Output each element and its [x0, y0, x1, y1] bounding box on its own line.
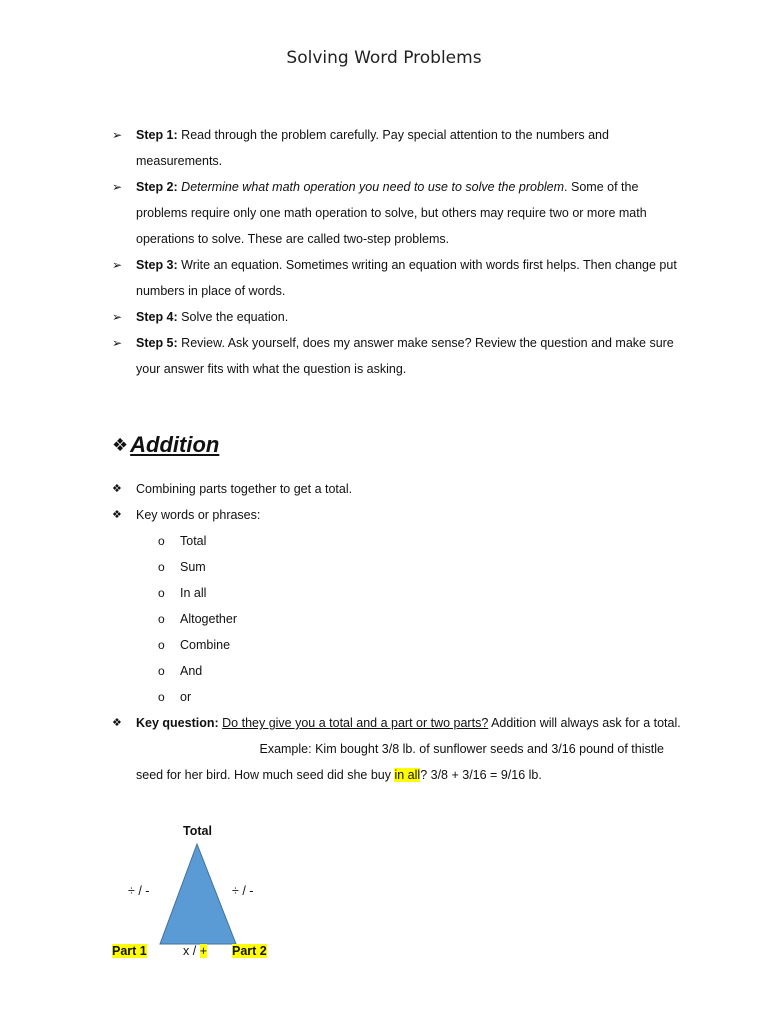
addition-heading-text: Addition	[130, 432, 220, 457]
keyword-item	[112, 580, 692, 606]
keyword-text: or	[180, 690, 192, 704]
definition-text: Combining parts together to get a total.	[136, 482, 353, 496]
arrow-bullet-icon: ➢	[112, 310, 123, 324]
step-item	[112, 304, 682, 330]
triangle-left-ops: ÷ / -	[128, 884, 150, 898]
circle-bullet-icon: o	[158, 664, 165, 678]
triangle-shape	[160, 844, 236, 944]
keyword-text: In all	[180, 586, 207, 600]
key-question-label: Key question:	[136, 716, 219, 730]
keyword-text: Total	[180, 534, 207, 548]
arrow-bullet-icon: ➢	[112, 336, 123, 350]
example-label: Example:	[259, 742, 312, 756]
keyword-item	[112, 658, 692, 684]
step-label: Step 3:	[136, 258, 178, 272]
keyword-item	[112, 632, 692, 658]
step-item	[112, 174, 682, 252]
triangle-bottom-ops-text: x /	[183, 944, 197, 958]
keyword-text: Altogether	[180, 612, 237, 626]
diamond-bullet-icon: ❖	[112, 483, 122, 495]
step-item	[112, 122, 682, 174]
step-label: Step 5:	[136, 336, 178, 350]
addition-section	[112, 476, 692, 788]
key-question-text: Do they give you a total and a part or two parts?	[222, 716, 489, 730]
circle-bullet-icon: o	[158, 560, 165, 574]
triangle-right-ops: ÷ / -	[232, 884, 254, 898]
definition-item	[112, 476, 692, 502]
step-label: Step 2:	[136, 180, 178, 194]
key-question-tail: Addition will always ask for a total.	[488, 716, 681, 730]
keyword-item	[112, 554, 692, 580]
example-highlight: in all	[394, 768, 421, 782]
keyword-text: And	[180, 664, 203, 678]
triangle-top-label: Total	[183, 824, 212, 838]
arrow-bullet-icon: ➢	[112, 128, 123, 142]
step-text: Solve the equation.	[177, 310, 289, 324]
operation-triangle	[100, 820, 300, 980]
circle-bullet-icon: o	[158, 534, 165, 548]
example-answer: ? 3/8 + 3/16 = 9/16 lb.	[420, 768, 542, 782]
arrow-bullet-icon: ➢	[112, 180, 123, 194]
triangle-part2-label: Part 2	[232, 944, 267, 958]
step-text: Write an equation. Sometimes writing an equation with words first helps. Then change put numbers in place of words.	[136, 258, 677, 298]
example-text: Kim bought 3/8 lb. of sunflower seeds and 3/16 pound of thistle seed for her bird. How much seed did she buy	[136, 742, 664, 782]
step-text: Review. Ask yourself, does my answer make sense? Review the question and make sure your answer fits with what the question is asking.	[136, 336, 674, 376]
step-item	[112, 252, 682, 304]
triangle-plus: +	[199, 944, 207, 958]
circle-bullet-icon: o	[158, 612, 165, 626]
keywords-item	[112, 502, 692, 528]
keywords-label: Key words or phrases:	[136, 508, 261, 522]
step-label: Step 1:	[136, 128, 178, 142]
diamond-bullet-icon: ❖	[112, 717, 122, 729]
circle-bullet-icon: o	[158, 586, 165, 600]
steps-list	[112, 122, 682, 382]
circle-bullet-icon: o	[158, 690, 165, 704]
triangle-bottom-ops	[183, 944, 207, 958]
step-label: Step 4:	[136, 310, 178, 324]
step-italic-text: Determine what math operation you need to use to solve the problem	[181, 180, 565, 194]
addition-heading	[112, 432, 219, 458]
step-text: . Some of the problems require only one math operation to solve, but others may require two or more math operations to solve. These are called two-step problems.	[136, 180, 647, 246]
circle-bullet-icon: o	[158, 638, 165, 652]
arrow-bullet-icon: ➢	[112, 258, 123, 272]
step-item	[112, 330, 682, 382]
step-text: Read through the problem carefully. Pay special attention to the numbers and measurements.	[136, 128, 609, 168]
keyword-item	[112, 528, 692, 554]
page-title: Solving Word Problems	[286, 48, 482, 68]
keyword-item	[112, 606, 692, 632]
keyword-item	[112, 684, 692, 710]
diamond-bullet-icon: ❖	[112, 434, 129, 455]
diamond-bullet-icon: ❖	[112, 509, 122, 521]
key-question-item	[112, 710, 692, 788]
triangle-part1-label: Part 1	[112, 944, 147, 958]
keyword-text: Sum	[180, 560, 206, 574]
keyword-text: Combine	[180, 638, 231, 652]
